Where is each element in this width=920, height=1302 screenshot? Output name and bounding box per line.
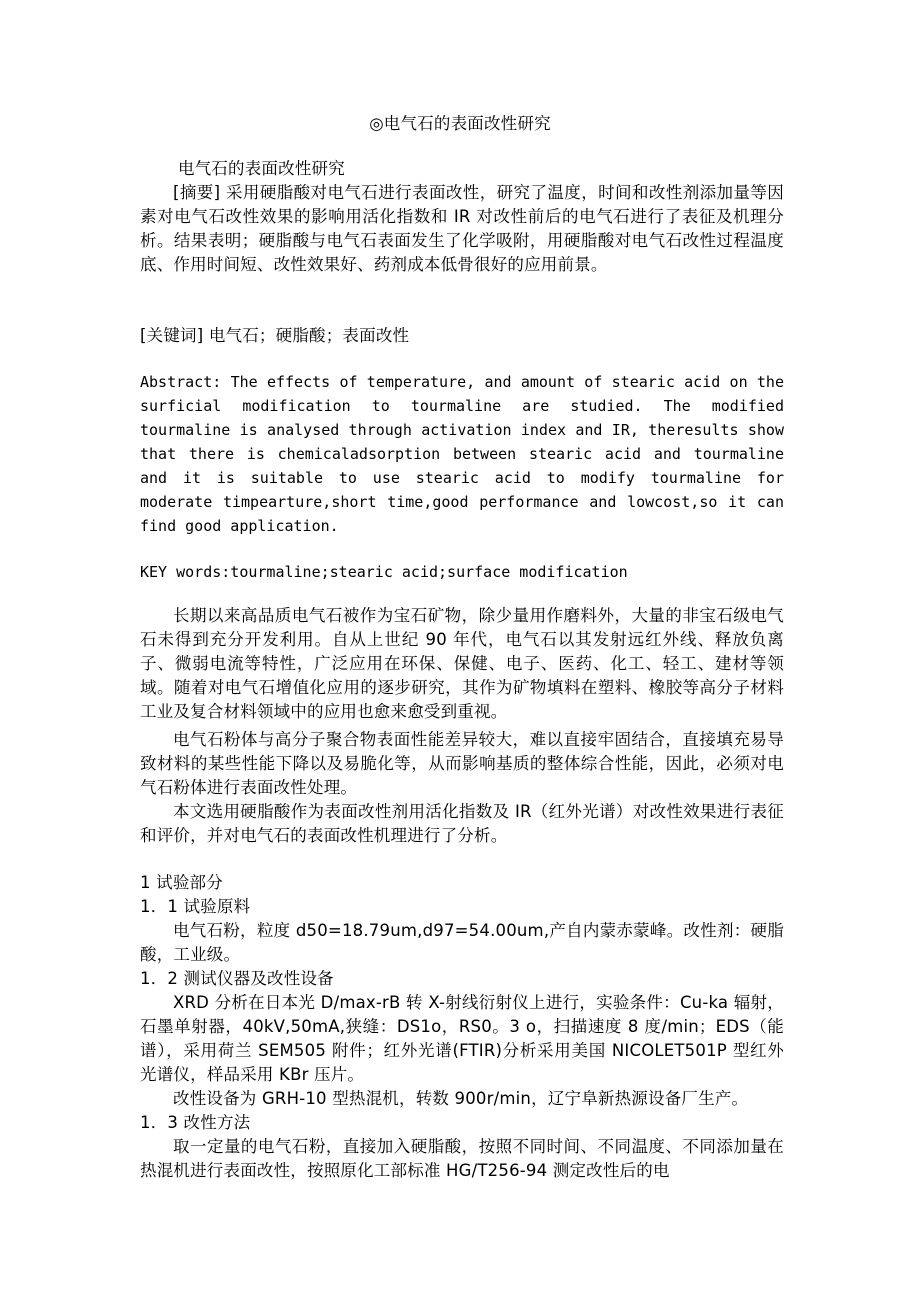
section-1-1-text: 电气石粉，粒度 d50=18.79um,d97=54.00um,产自内蒙赤蒙峰。改性剂：硬脂酸，工业级。 (140, 921, 784, 964)
section-1-2-heading: 1．2 测试仪器及改性设备 (140, 969, 334, 988)
section-1-3-text: 取一定量的电气石粉，直接加入硬脂酸，按照不同时间、不同温度、不同添加量在热混机进行表面改性，按照原化工部标准 HG/T256-94 测定改性后的电 (140, 1137, 784, 1180)
abstract-cn: [摘要] 采用硬脂酸对电气石进行表面改性，研究了温度，时间和改性剂添加量等因素对电气石改性效果的影响用活化指数和 IR 对改性前后的电气石进行了表征及机理分析。结果表明；硬脂酸与电气石表面发生了化学吸附，用硬脂酸对电气石改性过程温度底、作用时间短、改性效果好、药剂成本低骨很好的应用前景。 (140, 183, 784, 274)
page-title: ◎电气石的表面改性研究 (369, 114, 551, 133)
section-1-1-heading: 1．1 试验原料 (140, 897, 251, 916)
keywords-cn: [关键词] 电气石；硬脂酸；表面改性 (140, 326, 410, 345)
intro-paragraph-2: 电气石粉体与高分子聚合物表面性能差异较大，难以直接牢固结合，直接填充易导致材料的某些性能下降以及易脆化等，从而影响基质的整体综合性能，因此，必须对电气石粉体进行表面改性处理。 (140, 730, 784, 797)
intro-paragraph-1: 长期以来高品质电气石被作为宝石矿物，除少量用作磨料外，大量的非宝石级电气石未得到充分开发利用。自从上世纪 90 年代，电气石以其发射远红外线、释放负离子、微弱电流等特性，广泛应用在环保、保健、电子、医药、化工、轻工、建材等领域。随着对电气石增值化应用的逐步研究，其作为矿物填料在塑料、橡胶等高分子材料工业及复合材料领域中的应用也愈来愈受到重视。 (140, 606, 784, 721)
keywords-en: KEY words:tourmaline;stearic acid;surface modification (140, 563, 628, 581)
intro-paragraph-3: 本文选用硬脂酸作为表面改性剂用活化指数及 IR（红外光谱）对改性效果进行表征和评价，并对电气石的表面改性机理进行了分析。 (140, 802, 784, 845)
section-1-2-text-1: XRD 分析在日本光 D/max-rB 转 X-射线衍射仪上进行，实验条件：Cu-ka 辐射，石墨单射器，40kV,50mA,狭缝：DS1o，RS0。3 o，扫描速度 8 度/min；EDS（能谱），采用荷兰 SEM505 附件；红外光谱(FTIR)分析采用美国 NICOLET501P 型红外光谱仪，样品采用 KBr 压片。 (140, 993, 784, 1084)
document-subtitle: 电气石的表面改性研究 (177, 159, 345, 178)
abstract-en: Abstract: The effects of temperature, and amount of stearic acid on the surficial modification to tourmaline are studied. The modified tourmaline is analysed through activation index and IR, theresults show that there is chemicaladsorption between stearic acid and tourmaline and it is suitable to use stearic acid to modify tourmaline for moderate timpearture,short time,good performance and lowcost,so it can find good application. (140, 373, 784, 535)
section-1-heading: 1 试验部分 (140, 873, 223, 892)
section-1-3-heading: 1．3 改性方法 (140, 1113, 251, 1132)
section-1-2-text-2: 改性设备为 GRH-10 型热混机，转数 900r/min，辽宁阜新热源设备厂生产。 (173, 1089, 749, 1108)
